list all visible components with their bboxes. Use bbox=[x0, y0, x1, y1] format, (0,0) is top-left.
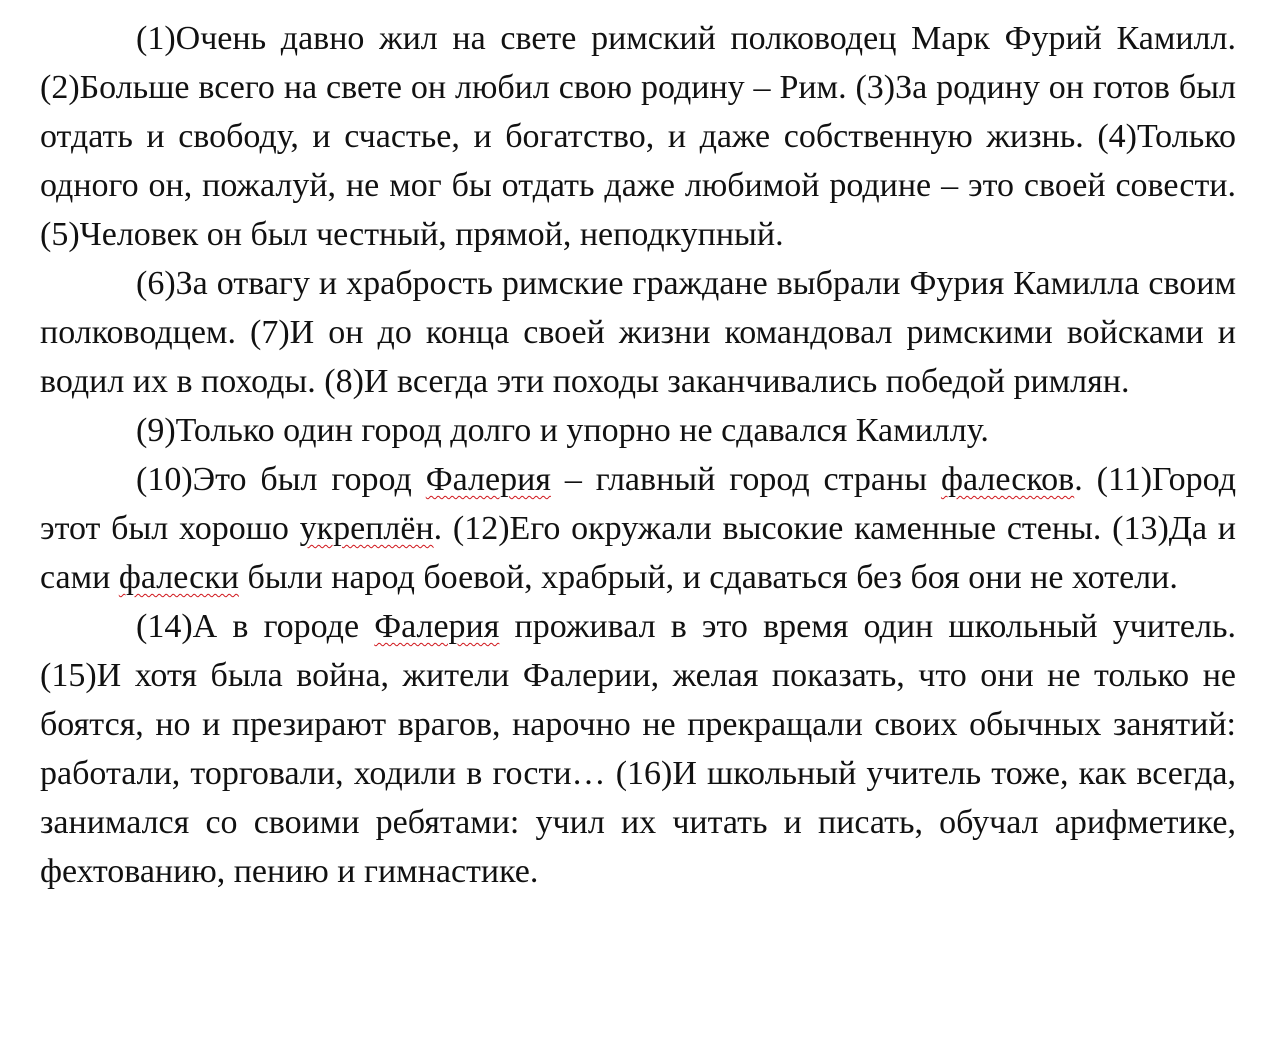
paragraph-text: (1)Очень давно жил на свете римский полководец Марк Фурий Камилл. (2)Больше всего на свете он любил свою родину – Рим. (3)За родину он готов был отдать и свободу, и счастье, и богатство, и даже собственную жизнь. (4)Только одного он, пожалуй, не мог бы отдать даже любимой родине – это своей совести. (5)Человек он был честный, прямой, неподкупный. bbox=[40, 20, 1236, 253]
paragraph-text: . (11)Город этот был хорошо bbox=[40, 461, 1236, 547]
paragraph-text: – главный город страны bbox=[550, 461, 941, 498]
paragraph-4 bbox=[40, 455, 1236, 602]
paragraph-text: (9)Только один город долго и упорно не сдавался Камиллу. bbox=[136, 412, 989, 449]
spellcheck-word[interactable]: Фалерия bbox=[425, 461, 551, 498]
document-body bbox=[40, 14, 1236, 896]
spellcheck-word[interactable]: Фалерия bbox=[374, 608, 500, 645]
spellcheck-word[interactable]: фалесков bbox=[940, 461, 1075, 498]
paragraph-3 bbox=[40, 406, 1236, 455]
spellcheck-word[interactable]: укреплён bbox=[299, 510, 434, 547]
spellcheck-word[interactable]: фалески bbox=[118, 559, 239, 596]
paragraph-1 bbox=[40, 14, 1236, 259]
paragraph-text: (14)А в городе bbox=[136, 608, 375, 645]
paragraph-text: были народ боевой, храбрый, и сдаваться без боя они не хотели. bbox=[238, 559, 1178, 596]
paragraph-text: (10)Это был город bbox=[136, 461, 426, 498]
paragraph-5 bbox=[40, 602, 1236, 896]
paragraph-text: (6)За отвагу и храбрость римские граждане выбрали Фурия Камилла своим полководцем. (7)И он до конца своей жизни командовал римскими войсками и водил их в походы. (8)И всегда эти походы заканчивались победой римлян. bbox=[40, 265, 1236, 400]
paragraph-text: . (12)Его окружали высокие каменные стены. (13)Да и сами bbox=[40, 510, 1236, 596]
paragraph-2 bbox=[40, 259, 1236, 406]
paragraph-text: проживал в это время один школьный учитель. (15)И хотя была война, жители Фалерии, желая показать, что они не только не боятся, но и презирают врагов, нарочно не прекращали своих обычных занятий: работали, торговали, ходили в гости… (16)И школьный учитель тоже, как всегда, занимался со своими ребятами: учил их читать и писать, обучал арифметике, фехтованию, пению и гимнастике. bbox=[40, 608, 1236, 890]
